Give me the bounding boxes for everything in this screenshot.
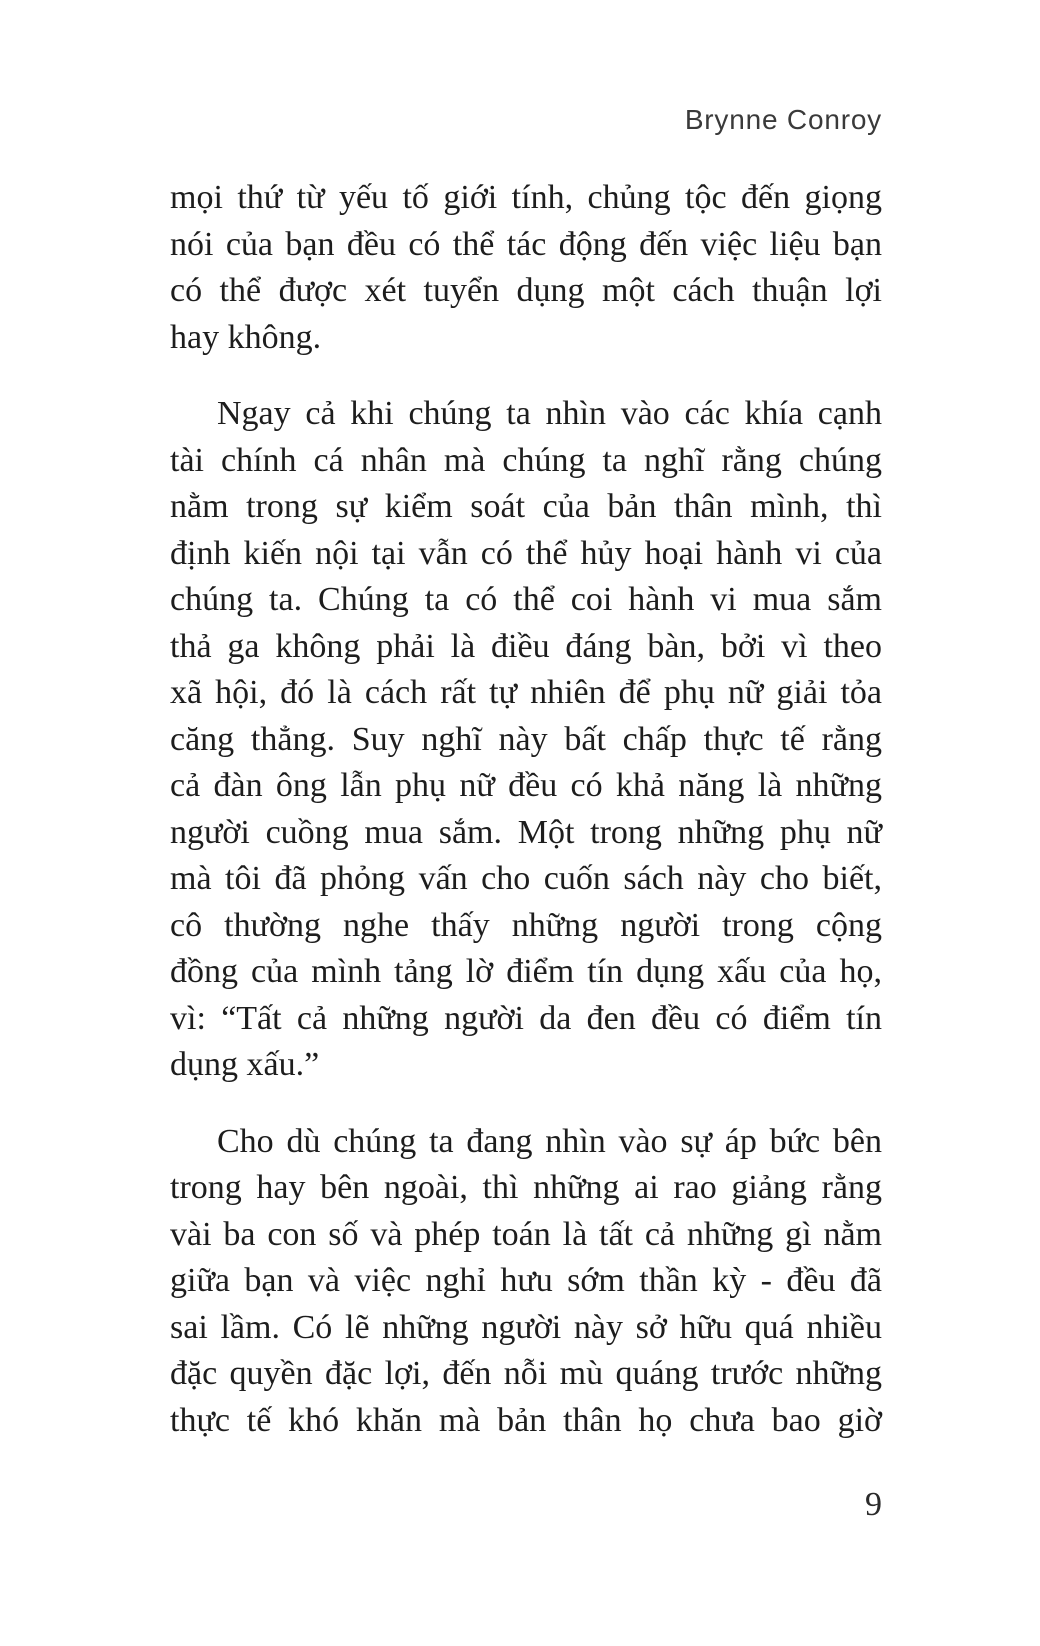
text-line: chúng ta. Chúng ta có thể coi hành vi mua sắm xyxy=(170,581,882,618)
text-line: tài chính cá nhân mà chúng ta nghĩ rằng chúng xyxy=(170,441,882,479)
paragraph xyxy=(170,175,882,361)
text-line: người cuồng mua sắm. Một trong những phụ nữ xyxy=(170,813,882,851)
running-header-author: Brynne Conroy xyxy=(684,104,882,135)
text-line: định kiến nội tại vẫn có thể hủy hoại hành vi của xyxy=(170,534,882,572)
text-line: vì: “Tất cả những người da đen đều có điểm tín xyxy=(170,999,882,1037)
paragraph xyxy=(170,1119,882,1445)
text-line: vài ba con số và phép toán là tất cả những gì nằm xyxy=(170,1215,882,1253)
text-line: Ngay cả khi chúng ta nhìn vào các khía cạnh xyxy=(217,395,882,432)
text-line: giữa bạn và việc nghỉ hưu sớm thần kỳ - đều đã xyxy=(170,1262,882,1299)
text-line: nằm trong sự kiểm soát của bản thân mình, thì xyxy=(170,488,882,525)
text-line: Cho dù chúng ta đang nhìn vào sự áp bức bên xyxy=(217,1122,882,1160)
text-line: dụng xấu.” xyxy=(170,1046,320,1083)
text-line: mọi thứ từ yếu tố giới tính, chủng tộc đến giọng xyxy=(170,179,882,216)
text-line: mà tôi đã phỏng vấn cho cuốn sách này cho biết, xyxy=(170,860,882,897)
paragraph xyxy=(170,391,882,1089)
text-line: căng thẳng. Suy nghĩ này bất chấp thực tế rằng xyxy=(170,720,882,758)
text-line: thả ga không phải là điều đáng bàn, bởi vì theo xyxy=(170,627,882,665)
text-line: thực tế khó khăn mà bản thân họ chưa bao giờ xyxy=(170,1401,882,1439)
text-line: đặc quyền đặc lợi, đến nỗi mù quáng trước những xyxy=(170,1355,882,1392)
body-text xyxy=(170,175,882,1444)
text-line: xã hội, đó là cách rất tự nhiên để phụ nữ giải tỏa xyxy=(170,674,882,711)
text-line: nói của bạn đều có thể tác động đến việc liệu bạn xyxy=(170,225,882,263)
text-line: có thể được xét tuyển dụng một cách thuận lợi xyxy=(170,272,882,309)
page-number: 9 xyxy=(865,1486,882,1523)
text-line: hay không. xyxy=(170,318,322,356)
text-line: sai lầm. Có lẽ những người này sở hữu quá nhiều xyxy=(170,1308,882,1346)
text-line: trong hay bên ngoài, thì những ai rao giảng rằng xyxy=(170,1169,882,1206)
text-line: đồng của mình tảng lờ điểm tín dụng xấu của họ, xyxy=(170,953,882,990)
text-line: cô thường nghe thấy những người trong cộng xyxy=(170,906,882,944)
text-line: cả đàn ông lẫn phụ nữ đều có khả năng là những xyxy=(170,767,882,804)
